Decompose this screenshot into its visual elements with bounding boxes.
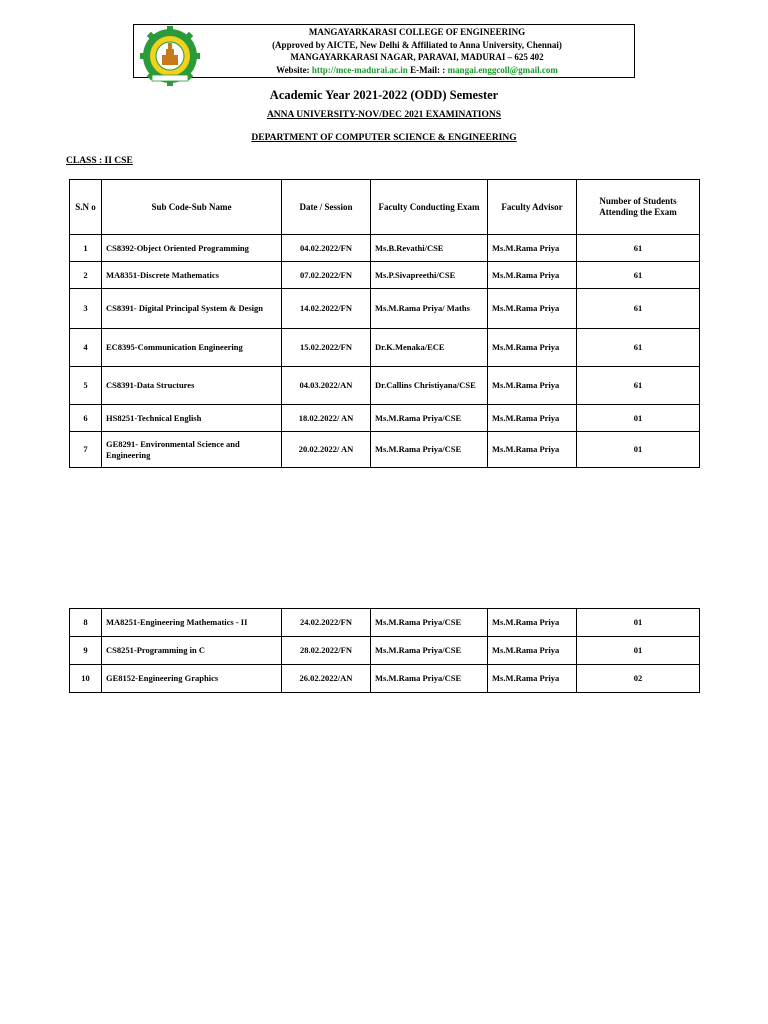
cell-advisor: Ms.M.Rama Priya [488,235,577,262]
cell-faculty: Ms.M.Rama Priya/CSE [371,609,488,637]
cell-subject: HS8251-Technical English [102,405,282,432]
cell-count: 61 [577,262,700,289]
cell-subject: CS8391- Digital Principal System & Design [102,289,282,329]
header-count: Number of Students Attending the Exam [577,180,700,235]
cell-sno: 1 [70,235,102,262]
cell-date: 20.02.2022/ AN [282,432,371,468]
college-approval: (Approved by AICTE, New Delhi & Affiliated to Anna University, Chennai) [272,39,562,50]
cell-faculty: Ms.P.Sivapreethi/CSE [371,262,488,289]
table-row [70,262,700,289]
cell-advisor: Ms.M.Rama Priya [488,637,577,665]
cell-advisor: Ms.M.Rama Priya [488,665,577,693]
table-row [70,665,700,693]
email-label: E-Mail: : [410,64,446,75]
table-row [70,637,700,665]
college-address: MANGAYARKARASI NAGAR, PARAVAI, MADURAI – 625 402 [290,52,544,62]
cell-faculty: Ms.M.Rama Priya/CSE [371,665,488,693]
table-row [70,235,700,262]
email-link[interactable]: mangai.enggcoll@gmail.com [447,64,558,75]
department-title: DEPARTMENT OF COMPUTER SCIENCE & ENGINEERING [251,133,517,143]
cell-advisor: Ms.M.Rama Priya [488,367,577,405]
cell-count: 61 [577,289,700,329]
cell-date: 28.02.2022/FN [282,637,371,665]
table-row [70,432,700,468]
table-header-row [70,180,700,235]
college-contact [204,64,630,77]
cell-subject: CS8392-Object Oriented Programming [102,235,282,262]
cell-faculty: Dr.K.Menaka/ECE [371,329,488,367]
table-row [70,609,700,637]
cell-date: 04.03.2022/AN [282,367,371,405]
cell-subject: EC8395-Communication Engineering [102,329,282,367]
header-subject: Sub Code-Sub Name [102,180,282,235]
cell-count: 01 [577,432,700,468]
cell-date: 24.02.2022/FN [282,609,371,637]
cell-advisor: Ms.M.Rama Priya [488,405,577,432]
cell-faculty: Ms.M.Rama Priya/CSE [371,637,488,665]
cell-count: 02 [577,665,700,693]
cell-advisor: Ms.M.Rama Priya [488,262,577,289]
cell-sno: 5 [70,367,102,405]
website-label: Website: [276,64,310,75]
cell-date: 15.02.2022/FN [282,329,371,367]
cell-sno: 4 [70,329,102,367]
cell-count: 61 [577,329,700,367]
academic-year-title: Academic Year 2021-2022 (ODD) Semester [269,88,499,102]
cell-count: 01 [577,609,700,637]
cell-subject: CS8391-Data Structures [102,367,282,405]
cell-advisor: Ms.M.Rama Priya [488,609,577,637]
cell-date: 04.02.2022/FN [282,235,371,262]
table-row [70,329,700,367]
cell-count: 01 [577,405,700,432]
cell-subject: GE8291- Environmental Science and Engineering [102,432,282,468]
college-details [204,26,630,76]
cell-sno: 8 [70,609,102,637]
cell-date: 26.02.2022/AN [282,665,371,693]
website-link[interactable]: http://mce-madurai.ac.in [311,64,408,75]
class-label: CLASS : II CSE [66,156,133,166]
cell-date: 18.02.2022/ AN [282,405,371,432]
cell-faculty: Dr.Callins Christiyana/CSE [371,367,488,405]
college-header [133,24,635,78]
cell-advisor: Ms.M.Rama Priya [488,432,577,468]
exam-title: ANNA UNIVERSITY-NOV/DEC 2021 EXAMINATIONS [266,110,502,120]
cell-count: 01 [577,637,700,665]
cell-subject: MA8351-Discrete Mathematics [102,262,282,289]
cell-count: 61 [577,367,700,405]
cell-date: 14.02.2022/FN [282,289,371,329]
header-date: Date / Session [282,180,371,235]
header-faculty: Faculty Conducting Exam [371,180,488,235]
cell-subject: CS8251-Programming in C [102,637,282,665]
table-row [70,405,700,432]
cell-subject: GE8152-Engineering Graphics [102,665,282,693]
exam-schedule-table [69,179,700,468]
cell-faculty: Ms.B.Revathi/CSE [371,235,488,262]
cell-count: 61 [577,235,700,262]
table-row [70,367,700,405]
cell-advisor: Ms.M.Rama Priya [488,329,577,367]
cell-sno: 2 [70,262,102,289]
header-advisor: Faculty Advisor [488,180,577,235]
table-row [70,289,700,329]
cell-sno: 9 [70,637,102,665]
header-sno: S.N o [70,180,102,235]
cell-faculty: Ms.M.Rama Priya/CSE [371,432,488,468]
cell-advisor: Ms.M.Rama Priya [488,289,577,329]
cell-sno: 10 [70,665,102,693]
college-name: MANGAYARKARASI COLLEGE OF ENGINEERING [308,27,526,37]
cell-sno: 7 [70,432,102,468]
cell-date: 07.02.2022/FN [282,262,371,289]
cell-sno: 6 [70,405,102,432]
cell-faculty: Ms.M.Rama Priya/CSE [371,405,488,432]
cell-faculty: Ms.M.Rama Priya/ Maths [371,289,488,329]
cell-subject: MA8251-Engineering Mathematics - II [102,609,282,637]
college-emblem-icon [138,25,202,87]
cell-sno: 3 [70,289,102,329]
exam-schedule-table-continued [69,608,700,693]
